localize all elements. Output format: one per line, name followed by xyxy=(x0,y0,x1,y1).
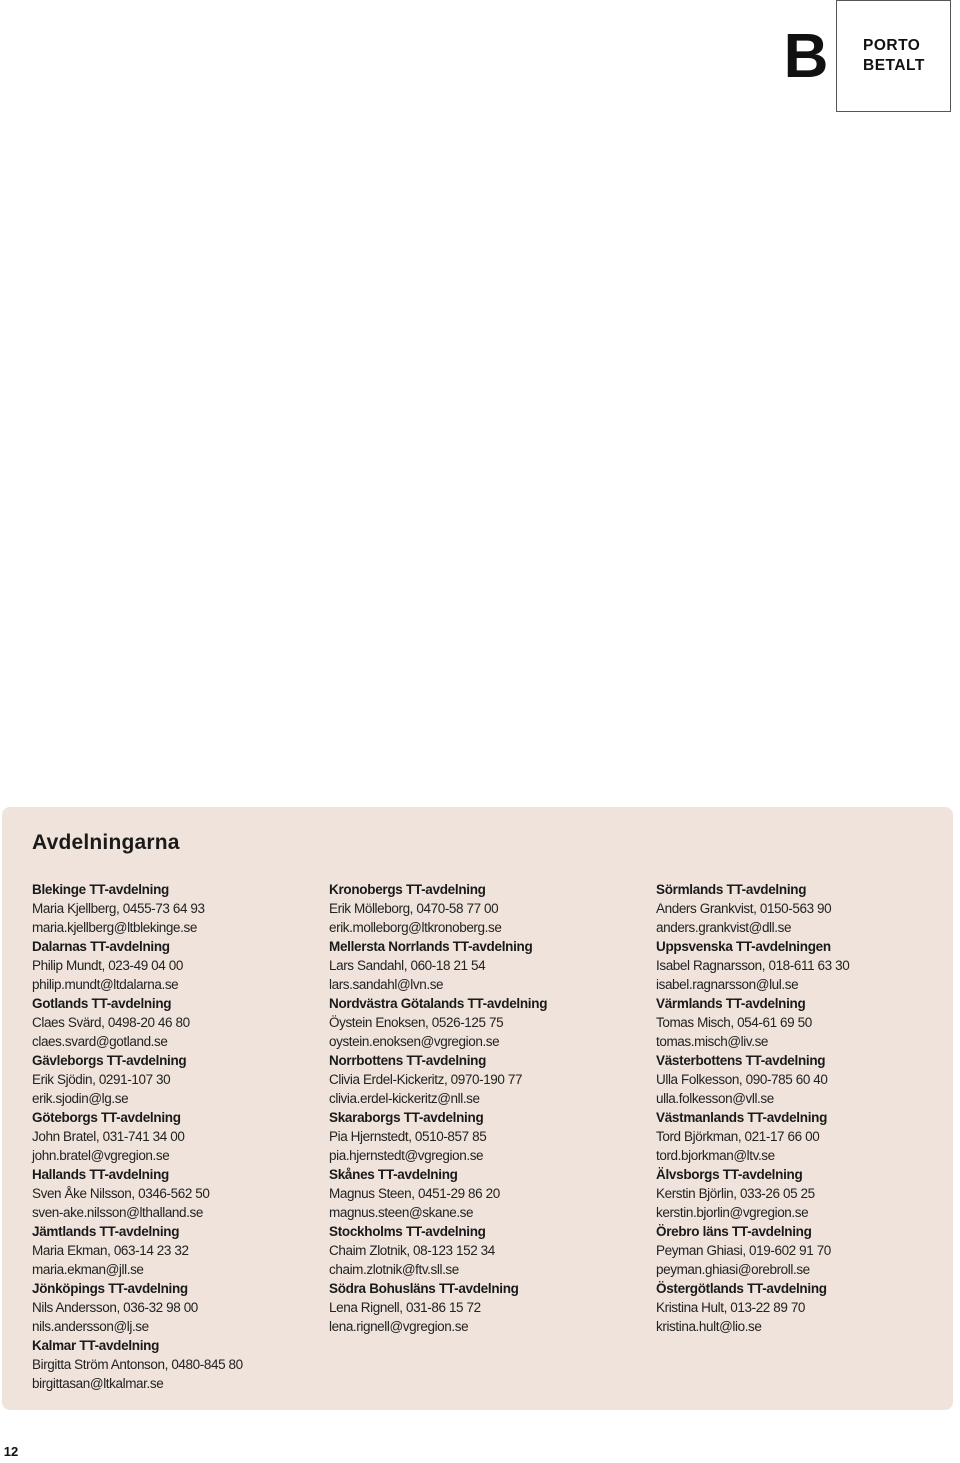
department-entry xyxy=(32,994,312,1051)
department-entry xyxy=(329,994,639,1051)
department-email[interactable]: maria.ekman@jll.se xyxy=(32,1262,144,1277)
department-name: Blekinge TT-avdelning xyxy=(32,882,169,897)
department-name: Södra Bohusläns TT-avdelning xyxy=(329,1281,519,1296)
department-email[interactable]: erik.sjodin@lg.se xyxy=(32,1091,129,1106)
department-name: Västerbottens TT-avdelning xyxy=(656,1053,826,1068)
department-entry xyxy=(656,1051,946,1108)
department-name: Uppsvenska TT-avdelningen xyxy=(656,939,831,954)
department-email[interactable]: sven-ake.nilsson@lthalland.se xyxy=(32,1205,203,1220)
department-name: Jönköpings TT-avdelning xyxy=(32,1281,188,1296)
department-email[interactable]: john.bratel@vgregion.se xyxy=(32,1148,170,1163)
department-entry xyxy=(32,1279,312,1336)
department-entry xyxy=(32,1165,312,1222)
department-contact: Anders Grankvist, 0150-563 90 xyxy=(656,901,832,916)
department-name: Kronobergs TT-avdelning xyxy=(329,882,486,897)
department-email[interactable]: nils.andersson@lj.se xyxy=(32,1319,149,1334)
department-email[interactable]: tomas.misch@liv.se xyxy=(656,1034,769,1049)
department-contact: Lars Sandahl, 060-18 21 54 xyxy=(329,958,486,973)
department-name: Norrbottens TT-avdelning xyxy=(329,1053,487,1068)
department-email[interactable]: birgittasan@ltkalmar.se xyxy=(32,1376,164,1391)
porto-label: PORTO xyxy=(863,37,921,54)
department-name: Mellersta Norrlands TT-avdelning xyxy=(329,939,533,954)
department-email[interactable]: anders.grankvist@dll.se xyxy=(656,920,792,935)
department-email[interactable]: kerstin.bjorlin@vgregion.se xyxy=(656,1205,809,1220)
department-entry xyxy=(329,880,639,937)
department-name: Dalarnas TT-avdelning xyxy=(32,939,170,954)
department-contact: Maria Ekman, 063-14 23 32 xyxy=(32,1243,189,1258)
department-entry xyxy=(32,1108,312,1165)
department-entry xyxy=(656,937,946,994)
department-email[interactable]: erik.molleborg@ltkronoberg.se xyxy=(329,920,502,935)
department-entry xyxy=(656,1279,946,1336)
department-contact: Sven Åke Nilsson, 0346-562 50 xyxy=(32,1186,210,1201)
department-contact: Tomas Misch, 054-61 69 50 xyxy=(656,1015,812,1030)
department-name: Göteborgs TT-avdelning xyxy=(32,1110,181,1125)
department-name: Gävleborgs TT-avdelning xyxy=(32,1053,187,1068)
department-email[interactable]: claes.svard@gotland.se xyxy=(32,1034,168,1049)
department-name: Örebro läns TT-avdelning xyxy=(656,1224,812,1239)
department-email[interactable]: kristina.hult@lio.se xyxy=(656,1319,762,1334)
department-name: Värmlands TT-avdelning xyxy=(656,996,806,1011)
department-contact: Birgitta Ström Antonson, 0480-845 80 xyxy=(32,1357,243,1372)
department-contact: Erik Mölleborg, 0470-58 77 00 xyxy=(329,901,499,916)
department-email[interactable]: lena.rignell@vgregion.se xyxy=(329,1319,469,1334)
departments-column-3 xyxy=(656,880,946,1336)
postage-mark xyxy=(776,0,951,114)
department-contact: Philip Mundt, 023-49 04 00 xyxy=(32,958,183,973)
department-name: Nordvästra Götalands TT-avdelning xyxy=(329,996,548,1011)
department-name: Älvsborgs TT-avdelning xyxy=(656,1167,803,1182)
department-entry xyxy=(656,1108,946,1165)
department-name: Gotlands TT-avdelning xyxy=(32,996,172,1011)
department-contact: Maria Kjellberg, 0455-73 64 93 xyxy=(32,901,205,916)
department-email[interactable]: peyman.ghiasi@orebroll.se xyxy=(656,1262,810,1277)
page-number: 12 xyxy=(3,1444,19,1459)
department-email[interactable]: philip.mundt@ltdalarna.se xyxy=(32,977,179,992)
department-entry xyxy=(656,1165,946,1222)
department-entry xyxy=(329,937,639,994)
department-contact: Chaim Zlotnik, 08-123 152 34 xyxy=(329,1243,495,1258)
department-contact: Pia Hjernstedt, 0510-857 85 xyxy=(329,1129,487,1144)
department-contact: Isabel Ragnarsson, 018-611 63 30 xyxy=(656,958,850,973)
department-entry xyxy=(656,994,946,1051)
department-email[interactable]: oystein.enoksen@vgregion.se xyxy=(329,1034,500,1049)
department-entry xyxy=(329,1279,639,1336)
department-entry xyxy=(32,880,312,937)
departments-column-1 xyxy=(32,880,312,1393)
department-contact: Peyman Ghiasi, 019-602 91 70 xyxy=(656,1243,831,1258)
department-email[interactable]: ulla.folkesson@vll.se xyxy=(656,1091,774,1106)
department-contact: Erik Sjödin, 0291-107 30 xyxy=(32,1072,171,1087)
porto-betalt-box xyxy=(836,0,951,112)
section-title: Avdelningarna xyxy=(32,831,180,854)
department-name: Kalmar TT-avdelning xyxy=(32,1338,160,1353)
department-contact: Kristina Hult, 013-22 89 70 xyxy=(656,1300,806,1315)
department-contact: Lena Rignell, 031-86 15 72 xyxy=(329,1300,481,1315)
department-contact: Tord Björkman, 021-17 66 00 xyxy=(656,1129,820,1144)
betalt-label: BETALT xyxy=(863,57,925,74)
department-entry xyxy=(32,1051,312,1108)
departments-column-2 xyxy=(329,880,639,1336)
department-contact: Clivia Erdel-Kickeritz, 0970-190 77 xyxy=(329,1072,523,1087)
department-contact: Kerstin Björlin, 033-26 05 25 xyxy=(656,1186,815,1201)
department-contact: Nils Andersson, 036-32 98 00 xyxy=(32,1300,198,1315)
department-entry xyxy=(329,1108,639,1165)
department-entry xyxy=(329,1222,639,1279)
department-email[interactable]: clivia.erdel-kickeritz@nll.se xyxy=(329,1091,480,1106)
department-entry xyxy=(32,937,312,994)
departments-panel xyxy=(2,807,953,1410)
department-name: Skaraborgs TT-avdelning xyxy=(329,1110,484,1125)
department-name: Jämtlands TT-avdelning xyxy=(32,1224,180,1239)
department-email[interactable]: maria.kjellberg@ltblekinge.se xyxy=(32,920,197,935)
department-name: Hallands TT-avdelning xyxy=(32,1167,169,1182)
department-email[interactable]: chaim.zlotnik@ftv.sll.se xyxy=(329,1262,459,1277)
department-entry xyxy=(329,1165,639,1222)
department-email[interactable]: pia.hjernstedt@vgregion.se xyxy=(329,1148,484,1163)
department-name: Västmanlands TT-avdelning xyxy=(656,1110,828,1125)
department-entry xyxy=(656,880,946,937)
department-entry xyxy=(32,1336,312,1393)
department-contact: John Bratel, 031-741 34 00 xyxy=(32,1129,185,1144)
department-email[interactable]: lars.sandahl@lvn.se xyxy=(329,977,444,992)
department-name: Sörmlands TT-avdelning xyxy=(656,882,807,897)
department-entry xyxy=(656,1222,946,1279)
department-entry xyxy=(32,1222,312,1279)
department-email[interactable]: tord.bjorkman@ltv.se xyxy=(656,1148,775,1163)
department-contact: Magnus Steen, 0451-29 86 20 xyxy=(329,1186,500,1201)
department-name: Skånes TT-avdelning xyxy=(329,1167,458,1182)
department-name: Östergötlands TT-avdelning xyxy=(656,1281,827,1296)
department-contact: Ulla Folkesson, 090-785 60 40 xyxy=(656,1072,828,1087)
department-name: Stockholms TT-avdelning xyxy=(329,1224,486,1239)
department-email[interactable]: isabel.ragnarsson@lul.se xyxy=(656,977,799,992)
postage-letter: B xyxy=(783,22,829,91)
department-contact: Claes Svärd, 0498-20 46 80 xyxy=(32,1015,190,1030)
department-contact: Öystein Enoksen, 0526-125 75 xyxy=(329,1015,504,1030)
department-entry xyxy=(329,1051,639,1108)
department-email[interactable]: magnus.steen@skane.se xyxy=(329,1205,474,1220)
